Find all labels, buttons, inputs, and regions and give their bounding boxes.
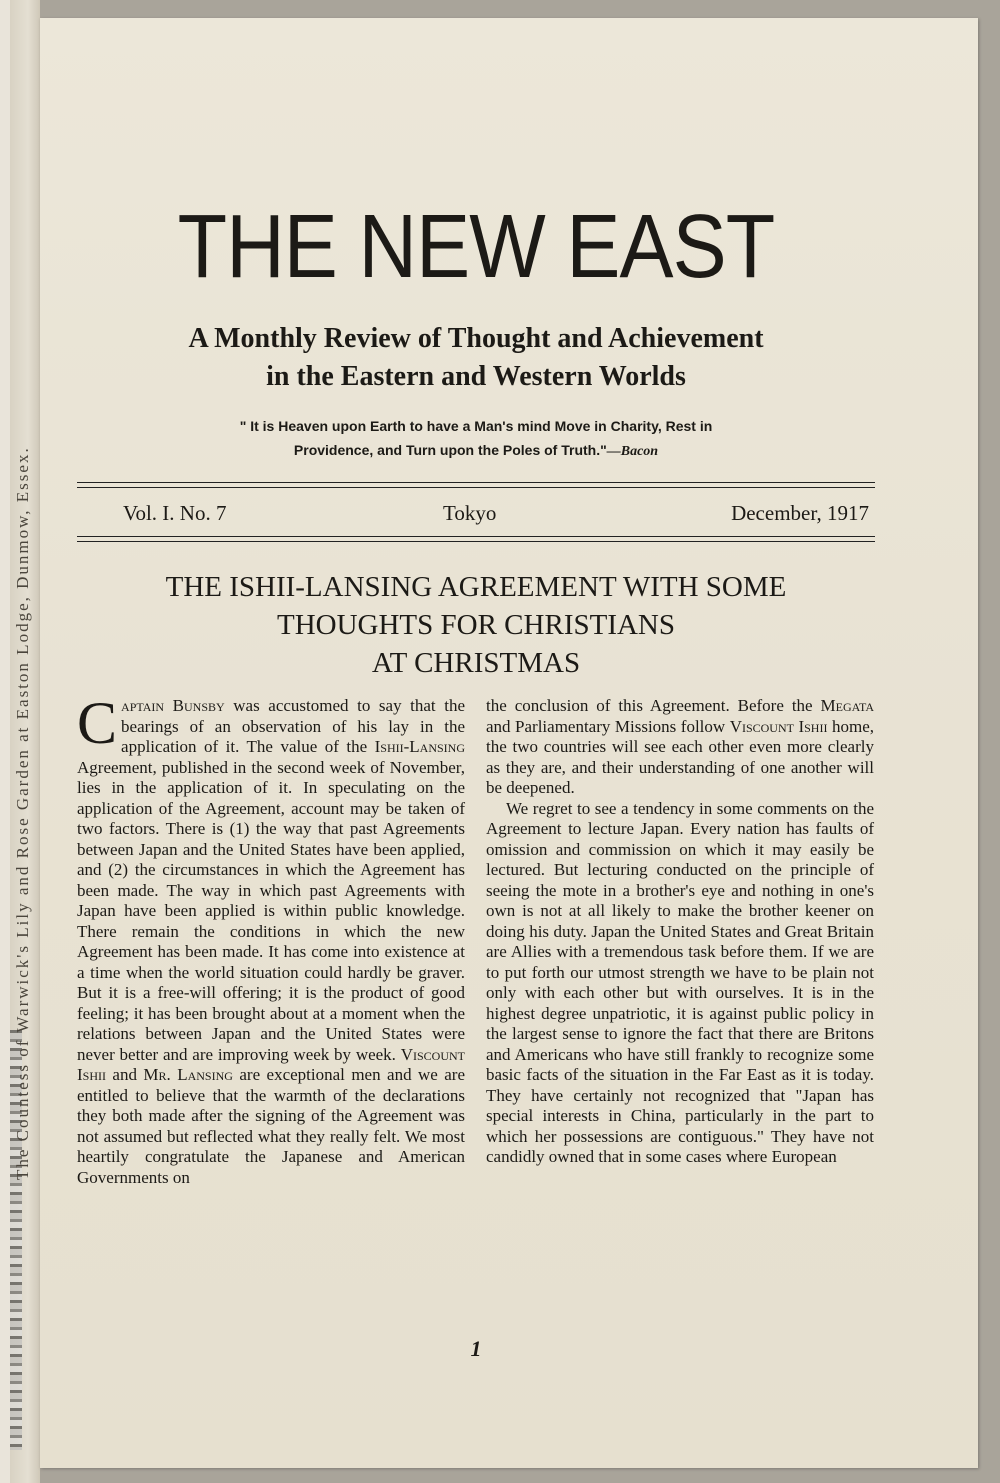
left-text-e: and [106, 1065, 144, 1084]
name-bunsby: aptain Bunsby [121, 696, 225, 715]
left-paragraph-1 [77, 690, 466, 1188]
magazine-page [40, 18, 978, 1468]
headline-line-1: THE ISHII-LANSING AGREEMENT WITH SOME [165, 571, 787, 603]
left-text-c: Agreement, published in the second week of November, lies in the application of it. In speculating on the application of the Agreement, account may be taken of two factors. There is (1) the way that past Agreements between Japan and the United States have been applied, and (2) the circumstances in which the Agreement has been made. The way in which past Agreements with Japan have been applied is within public knowledge. There remain the conditions in which the new Agreement has been made. It has come into existence at a time when the world situation could hardly be graver. But it is a free-will offering; it is the product of good feeling; it has been brought about at a moment when the relations between Japan and the United States were never better and are improving week by week. [77, 757, 465, 1064]
name-viscount-ishii-2: Viscount Ishii [729, 716, 828, 736]
left-text-g: are exceptional men and we are entitled to believe that the warmth of the declarations they both made after the signing of the Agreement was not assumed but reflected what they really felt. We most heartily congratulate the Japanese and American Governments on [77, 1065, 466, 1187]
bottom-rule-1 [77, 536, 875, 537]
masthead-title: THE NEW EAST [177, 197, 775, 297]
previous-page-edge [10, 0, 40, 1483]
article-headline [77, 568, 875, 682]
issue-date: December, 1917 [731, 501, 869, 525]
issue-place: Tokyo [443, 501, 497, 525]
page-number: 1 [470, 1336, 482, 1361]
drop-cap: C [77, 690, 118, 756]
name-ishii-lansing: Ishii-Lansing [374, 737, 465, 756]
headline-line-2: THOUGHTS FOR CHRISTIANS [277, 609, 675, 641]
left-text-a: was accustomed to say that the bearings of an observation of his lay in the application of it. The value of the [121, 696, 465, 756]
issue-volume: Vol. I. No. 7 [123, 501, 227, 525]
right-text-a: the conclusion of this Agreement. Before the [486, 696, 821, 715]
article-column-right [486, 696, 874, 1168]
right-text-e: home, the two countries will see each other even more clearly as they are, and their understanding of one another will be deepened. [486, 716, 874, 797]
article-column-left [77, 690, 466, 1188]
epigraph-quote [40, 414, 912, 464]
spine-caption: The Countess of Warwick's Lily and Rose Garden at Easton Lodge, Dunmow, Essex. [13, 446, 32, 1180]
right-text-c: and Parliamentary Missions follow [486, 716, 730, 736]
top-rule-1 [77, 482, 875, 483]
name-viscount-ishii: Viscount Ishii [77, 1044, 465, 1084]
quote-line-1: " It is Heaven upon Earth to have a Man's mind Move in Charity, Rest in [239, 418, 713, 434]
right-paragraph-2: We regret to see a tendency in some comments on the Agreement to lecture Japan. Every nation has faults of omission and commission on which it may easily be lectured. But lecturing conducted on the principle of seeing the mote in a brother's eye and nothing in one's own is not at all likely to make the brother keener on doing his duty. Japan the United States and Great Britain are Allies with a tremendous task before them. If we are to put forth our utmost strength we have to be plain not only with each other but with ourselves. It is in the highest degree unpatriotic, it is against public policy in the largest sense to ignore the fact that there are Britons and Americans who have still frankly to recognize some basic facts of the situation in the Far East as it is today. They have certainly not recognized that "Japan has special interests in China, particularly in the part to which her possessions are contiguous." They have not candidly owned that in some cases where European [486, 798, 874, 1166]
name-mr-lansing: Mr. Lansing [143, 1065, 233, 1084]
quote-attribution: —Bacon [606, 444, 659, 459]
masthead-subtitle [40, 320, 912, 396]
quote-line-2 [40, 438, 912, 464]
subtitle-line-1: A Monthly Review of Thought and Achievement [188, 323, 764, 354]
name-megata: Megata [820, 696, 874, 715]
top-rule-2 [77, 487, 875, 488]
headline-line-3: AT CHRISTMAS [371, 647, 581, 679]
bottom-rule-2 [77, 541, 875, 542]
subtitle-line-2: in the Eastern and Western Worlds [266, 361, 686, 392]
quote-line-2-text: Providence, and Turn upon the Poles of Truth." [293, 442, 607, 458]
right-paragraph-1 [486, 696, 874, 799]
issue-info-bar [77, 496, 875, 532]
